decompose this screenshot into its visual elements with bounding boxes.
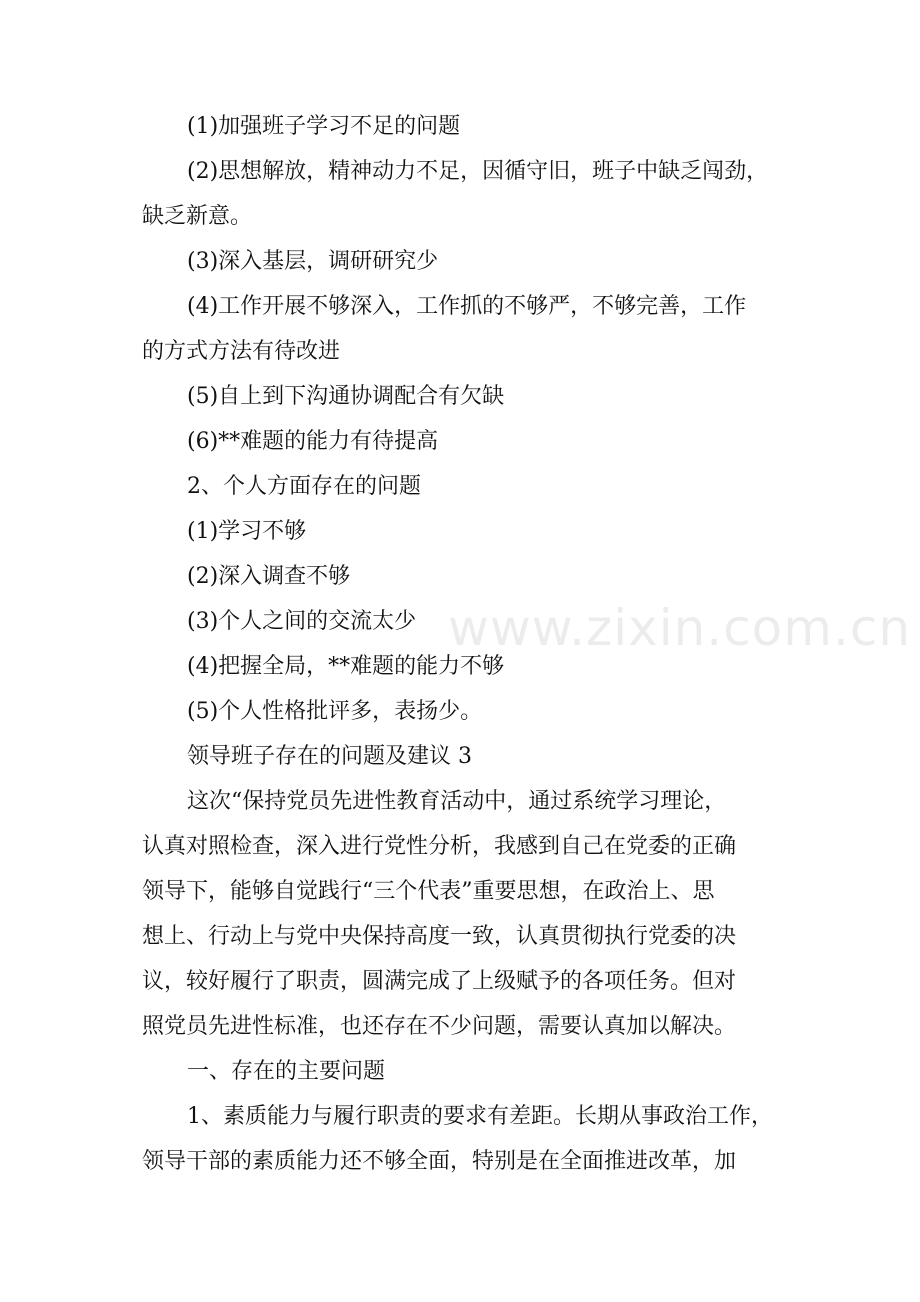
text-line: (5)个人性格批评多，表扬少。 bbox=[187, 699, 483, 724]
text-line: 领导下，能够自觉践行“三个代表”重要思想，在政治上、思 bbox=[142, 879, 715, 904]
text-line: 1、素质能力与履行职责的要求有差距。长期从事政治工作， bbox=[187, 1104, 773, 1129]
text-line: (3)个人之间的交流太少 bbox=[187, 609, 417, 634]
text-line: (4)工作开展不够深入，工作抓的不够严，不够完善，工作 bbox=[187, 294, 747, 319]
text-line: 的方式方法有待改进 bbox=[142, 339, 341, 364]
text-line: 议，较好履行了职责，圆满完成了上级赋予的各项任务。但对 bbox=[142, 969, 737, 994]
watermark: www.zixin.com.cn bbox=[448, 599, 912, 657]
text-line: 领导干部的素质能力还不够全面，特别是在全面推进改革，加 bbox=[142, 1149, 737, 1174]
text-line: (6)**难题的能力有待提高 bbox=[187, 429, 439, 454]
text-line: (1)加强班子学习不足的问题 bbox=[187, 114, 461, 139]
text-line: 这次“保持党员先进性教育活动中，通过系统学习理论， bbox=[187, 789, 727, 814]
text-line: 想上、行动上与党中央保持高度一致，认真贯彻执行党委的决 bbox=[142, 924, 737, 949]
text-line: (4)把握全局，**难题的能力不够 bbox=[187, 654, 505, 679]
text-line: (5)自上到下沟通协调配合有欠缺 bbox=[187, 384, 505, 409]
section-heading: 2、个人方面存在的问题 bbox=[187, 474, 421, 499]
text-line: (1)学习不够 bbox=[187, 519, 307, 544]
text-line: 认真对照检查，深入进行党性分析，我感到自己在党委的正确 bbox=[142, 834, 737, 859]
text-line: (2)深入调查不够 bbox=[187, 564, 351, 589]
text-line: (2)思想解放，精神动力不足，因循守旧，班子中缺乏闯劲， bbox=[187, 159, 769, 184]
text-line: 缺乏新意。 bbox=[142, 204, 253, 229]
document-title: 领导班子存在的问题及建议 3 bbox=[187, 744, 472, 769]
section-heading: 一、存在的主要问题 bbox=[187, 1059, 386, 1084]
text-line: 照党员先进性标准，也还存在不少问题，需要认真加以解决。 bbox=[142, 1014, 737, 1039]
text-line: (3)深入基层，调研研究少 bbox=[187, 249, 439, 274]
